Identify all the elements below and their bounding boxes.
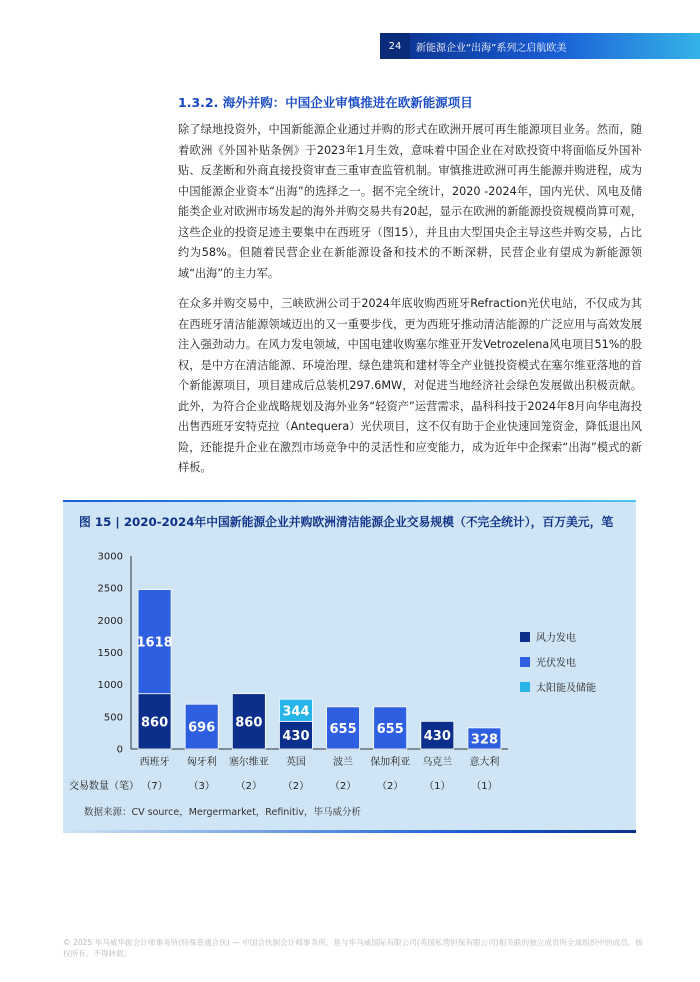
bar-value-label-0-1: 1618 [136, 635, 173, 651]
x-category-label-5: 保加利亚 [370, 757, 411, 768]
legend-swatch-0 [520, 632, 530, 642]
y-tick-label-1: 500 [103, 712, 123, 724]
deal-count-2: （2） [235, 781, 262, 792]
x-category-label-1: 匈牙利 [186, 757, 217, 768]
x-category-label-3: 英国 [285, 757, 306, 768]
series-title: 新能源企业“出海”系列之启航欧美 [416, 42, 567, 54]
bar-value-label-2-0: 860 [235, 715, 263, 731]
page-number: 24 [380, 33, 410, 59]
deal-count-1: （3） [188, 781, 215, 792]
deal-count-5: （2） [377, 781, 404, 792]
bar-chart [63, 545, 636, 800]
legend-swatch-1 [520, 657, 530, 667]
deal-count-3: （2） [282, 781, 310, 792]
bar-value-label-4-1: 655 [329, 721, 357, 737]
y-tick-label-5: 2500 [97, 583, 123, 595]
x-category-label-2: 塞尔维亚 [228, 757, 269, 768]
legend-label-0: 风力发电 [536, 633, 576, 644]
y-tick-label-2: 1000 [97, 680, 123, 692]
paragraph-2: 在众多并购交易中，三峡欧洲公司于2024年底收购西班牙Refraction光伏电站，不仅成为其在西班牙清洁能源领域迈出的又一重要步伐，更为西班牙推动清洁能源的广泛应用与高效发展注入强劲动力。在风力发电领域，中国电建收购塞尔维亚开发Vetrozelena风电项目51%的股权，是中方在清洁能源、环境治理、绿色建筑和建材等全产业链投资模式在塞尔维亚落地的首个新能源项目，项目建成后总装机297.6MW，对促进当地经济社会绿色发展做出积极贡献。此外，为符合企业战略规划及海外业务“轻资产”运营需求，晶科科技于2024年8月向华电海投出售西班牙安特克拉（Antequera）光伏项目，这不仅有助于企业快速回笼资金，降低退出风险，还能提升企业在激烈市场竞争中的灵活性和应变能力，成为近年中企探索“出海”模式的新样板。 [178, 297, 642, 474]
deal-count-label: 交易数量（笔） [69, 781, 139, 792]
y-tick-label-4: 2000 [97, 615, 123, 627]
y-tick-label-6: 3000 [97, 551, 123, 563]
x-category-label-6: 乌克兰 [422, 757, 453, 768]
y-tick-label-3: 1500 [97, 648, 123, 659]
bar-value-label-0-0: 860 [140, 715, 169, 731]
x-category-label-4: 波兰 [333, 757, 354, 768]
bar-value-label-7-1: 328 [470, 732, 499, 748]
figure-bottom-bar [63, 830, 636, 833]
bar-value-label-5-1: 655 [376, 721, 404, 737]
x-category-label-7: 意大利 [469, 757, 500, 768]
bar-value-label-3-0: 430 [282, 729, 310, 745]
y-tick-label-0: 0 [116, 744, 123, 756]
deal-count-4: （2） [329, 781, 357, 792]
legend-label-1: 光伏发电 [536, 658, 576, 669]
copyright-footer: © 2025 毕马威华振会计师事务所(特殊普通合伙) — 中国合伙制会计师事务所，是与毕马威国际有限公司(英国私营担保有限公司)相关联的独立成员所全球组织中的成员。版权所有，不得转载。 [63, 938, 643, 958]
legend-swatch-2 [520, 682, 530, 692]
paragraph-1: 除了绿地投资外，中国新能源企业通过并购的形式在欧洲开展可再生能源项目业务。然而，随着欧洲《外国补贴条例》于2023年1月生效，意味着中国企业在对欧投资中将面临反外国补贴、反垄断和外商直接投资审查三重审查监管机制。审慎推进欧洲可再生能源并购进程，成为中国能源企业资本“出海”的选择之一。据不完全统计，2020 -2024年，国内光伏、风电及储能类企业对欧洲市场发起的海外并购交易共有20起，显示在欧洲的新能源投资规模尚算可观，这些企业的投资足迹主要集中在西班牙（图15），并且由大型国央企主导这些并购交易，占比约为58%。但随着民营企业在新能源设备和技术的不断深耕，民营企业有望成为新能源领域“出海”的主力军。 [178, 123, 642, 280]
bar-value-label-6-0: 430 [423, 729, 451, 745]
deal-count-0: （7） [141, 781, 168, 792]
figure-source: 数据来源：CV source，Mergermarket，Refinitiv，毕马威分析 [84, 807, 361, 818]
x-category-label-0: 西班牙 [139, 757, 170, 768]
deal-count-7: （1） [471, 781, 498, 792]
bar-value-label-3-2: 344 [282, 704, 310, 720]
bar-value-label-1-1: 696 [188, 720, 216, 736]
legend-label-2: 太阳能及储能 [536, 683, 596, 694]
section-title: 1.3.2. 海外并购：中国企业审慎推进在欧新能源项目 [178, 95, 473, 110]
header-band [380, 33, 700, 59]
figure-title: 图 15 | 2020-2024年中国新能源企业并购欧洲清洁能源企业交易规模（不完全统计），百万美元，笔 [79, 515, 614, 529]
deal-count-6: （1） [424, 781, 451, 792]
